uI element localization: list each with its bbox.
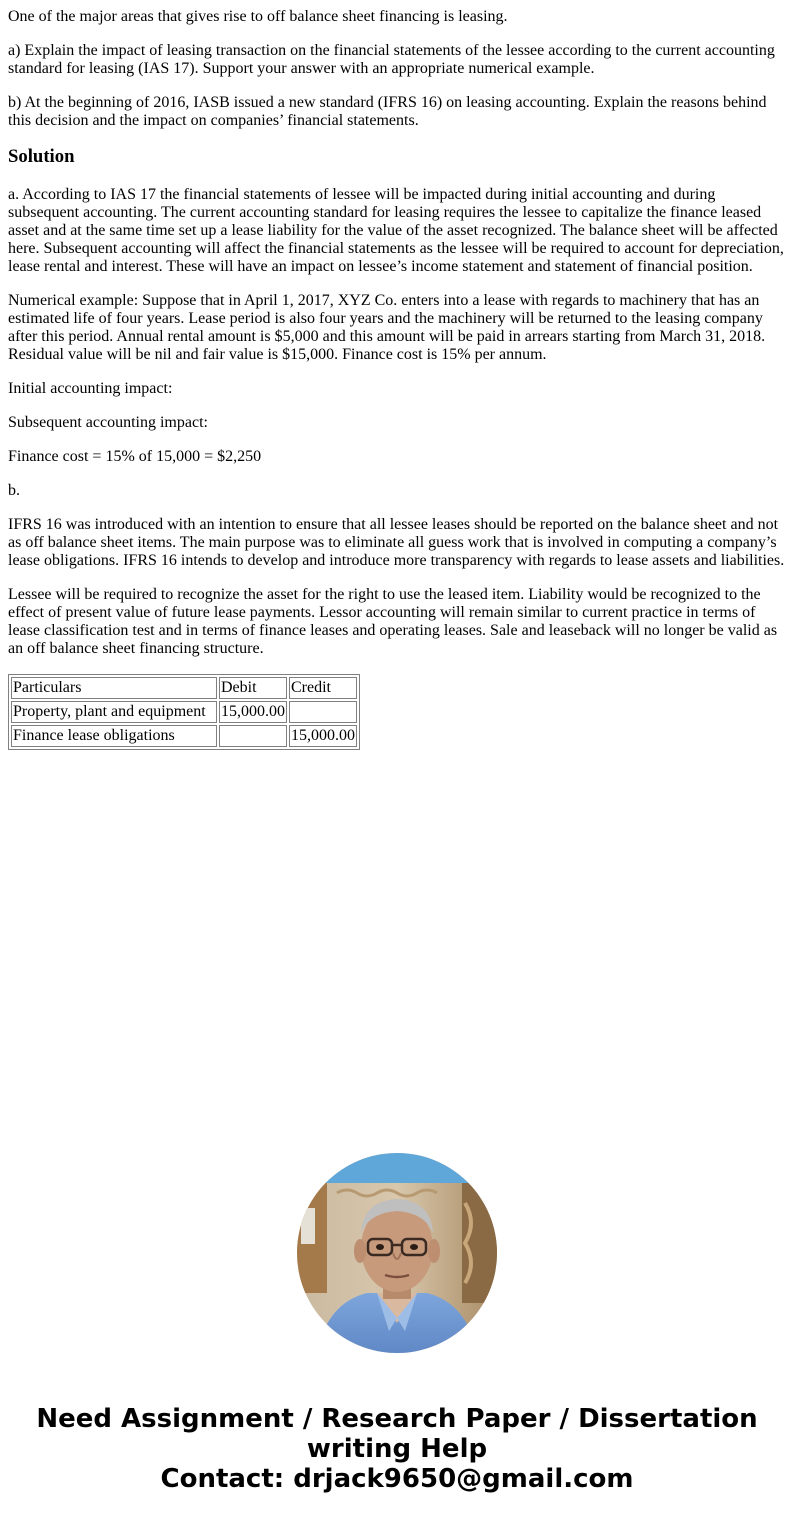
promo-line-1: Need Assignment / Research Paper / Dissertation <box>36 1404 758 1434</box>
cell-credit: 15,000.00 <box>289 725 357 747</box>
promo-contact: Contact: drjack9650@gmail.com <box>160 1464 634 1494</box>
cell-particulars: Finance lease obligations <box>11 725 217 747</box>
solution-para-b1: IFRS 16 was introduced with an intention to ensure that all lessee leases should be reported on the balance sheet and not as off balance sheet items. The main purpose was to eliminate all guess work that is involved in computing a company’s lease obligations. IFRS 16 intends to develop and introduce more transparency with regards to lease assets and liabilities. <box>8 516 785 569</box>
table-header-row <box>11 677 357 699</box>
cell-debit: 15,000.00 <box>219 701 287 723</box>
solution-heading: Solution <box>8 146 75 167</box>
document-body <box>8 8 786 750</box>
header-credit: Credit <box>289 677 357 699</box>
question-part-a: a) Explain the impact of leasing transaction on the financial statements of the lessee according to the current accounting standard for leasing (IAS 17). Support your answer with an appropriate numerical example. <box>8 42 775 77</box>
avatar-photo <box>297 1153 497 1353</box>
header-debit: Debit <box>219 677 287 699</box>
avatar <box>297 1153 497 1353</box>
solution-para-b2: Lessee will be required to recognize the asset for the right to use the leased item. Liability would be recognized to the effect of present value of future lease payments. Lessor accounting will remain similar to current practice in terms of lease classification test and in terms of finance leases and operating leases. Sale and leaseback will no longer be valid as an off balance sheet financing structure. <box>8 586 778 657</box>
cell-particulars: Property, plant and equipment <box>11 701 217 723</box>
question-part-b: b) At the beginning of 2016, IASB issued a new standard (IFRS 16) on leasing accounting. Explain the reasons behind this decision and the impact on companies’ financial statements. <box>8 94 767 129</box>
promo-banner <box>0 1404 794 1494</box>
part-b-label: b. <box>8 482 20 499</box>
table-row <box>11 701 357 723</box>
journal-entry-table <box>8 674 360 750</box>
header-particulars: Particulars <box>11 677 217 699</box>
promo-line-2: writing Help <box>306 1434 488 1464</box>
table-row <box>11 725 357 747</box>
numerical-example: Numerical example: Suppose that in April 1, 2017, XYZ Co. enters into a lease with regards to machinery that has an estimated life of four years. Lease period is also four years and the machinery will be returned to the leasing company after this period. Annual rental amount is $5,000 and this amount will be paid in arrears starting from March 31, 2018. Residual value will be nil and fair value is $15,000. Finance cost is 15% per annum. <box>8 292 766 363</box>
initial-impact-label: Initial accounting impact: <box>8 380 173 397</box>
solution-para-a: a. According to IAS 17 the financial statements of lessee will be impacted during initial accounting and during subsequent accounting. The current accounting standard for leasing requires the lessee to capitalize the finance leased asset and at the same time set up a lease liability for the value of the asset recognized. The balance sheet will be affected here. Subsequent accounting will affect the financial statements as the lessee will be required to account for depreciation, lease rental and interest. These will have an impact on lessee’s income statement and statement of financial position. <box>8 186 784 275</box>
cell-debit <box>219 725 287 747</box>
question-intro: One of the major areas that gives rise to off balance sheet financing is leasing. <box>8 8 508 25</box>
finance-cost-line: Finance cost = 15% of 15,000 = $2,250 <box>8 448 262 465</box>
subsequent-impact-label: Subsequent accounting impact: <box>8 414 208 431</box>
cell-credit <box>289 701 357 723</box>
